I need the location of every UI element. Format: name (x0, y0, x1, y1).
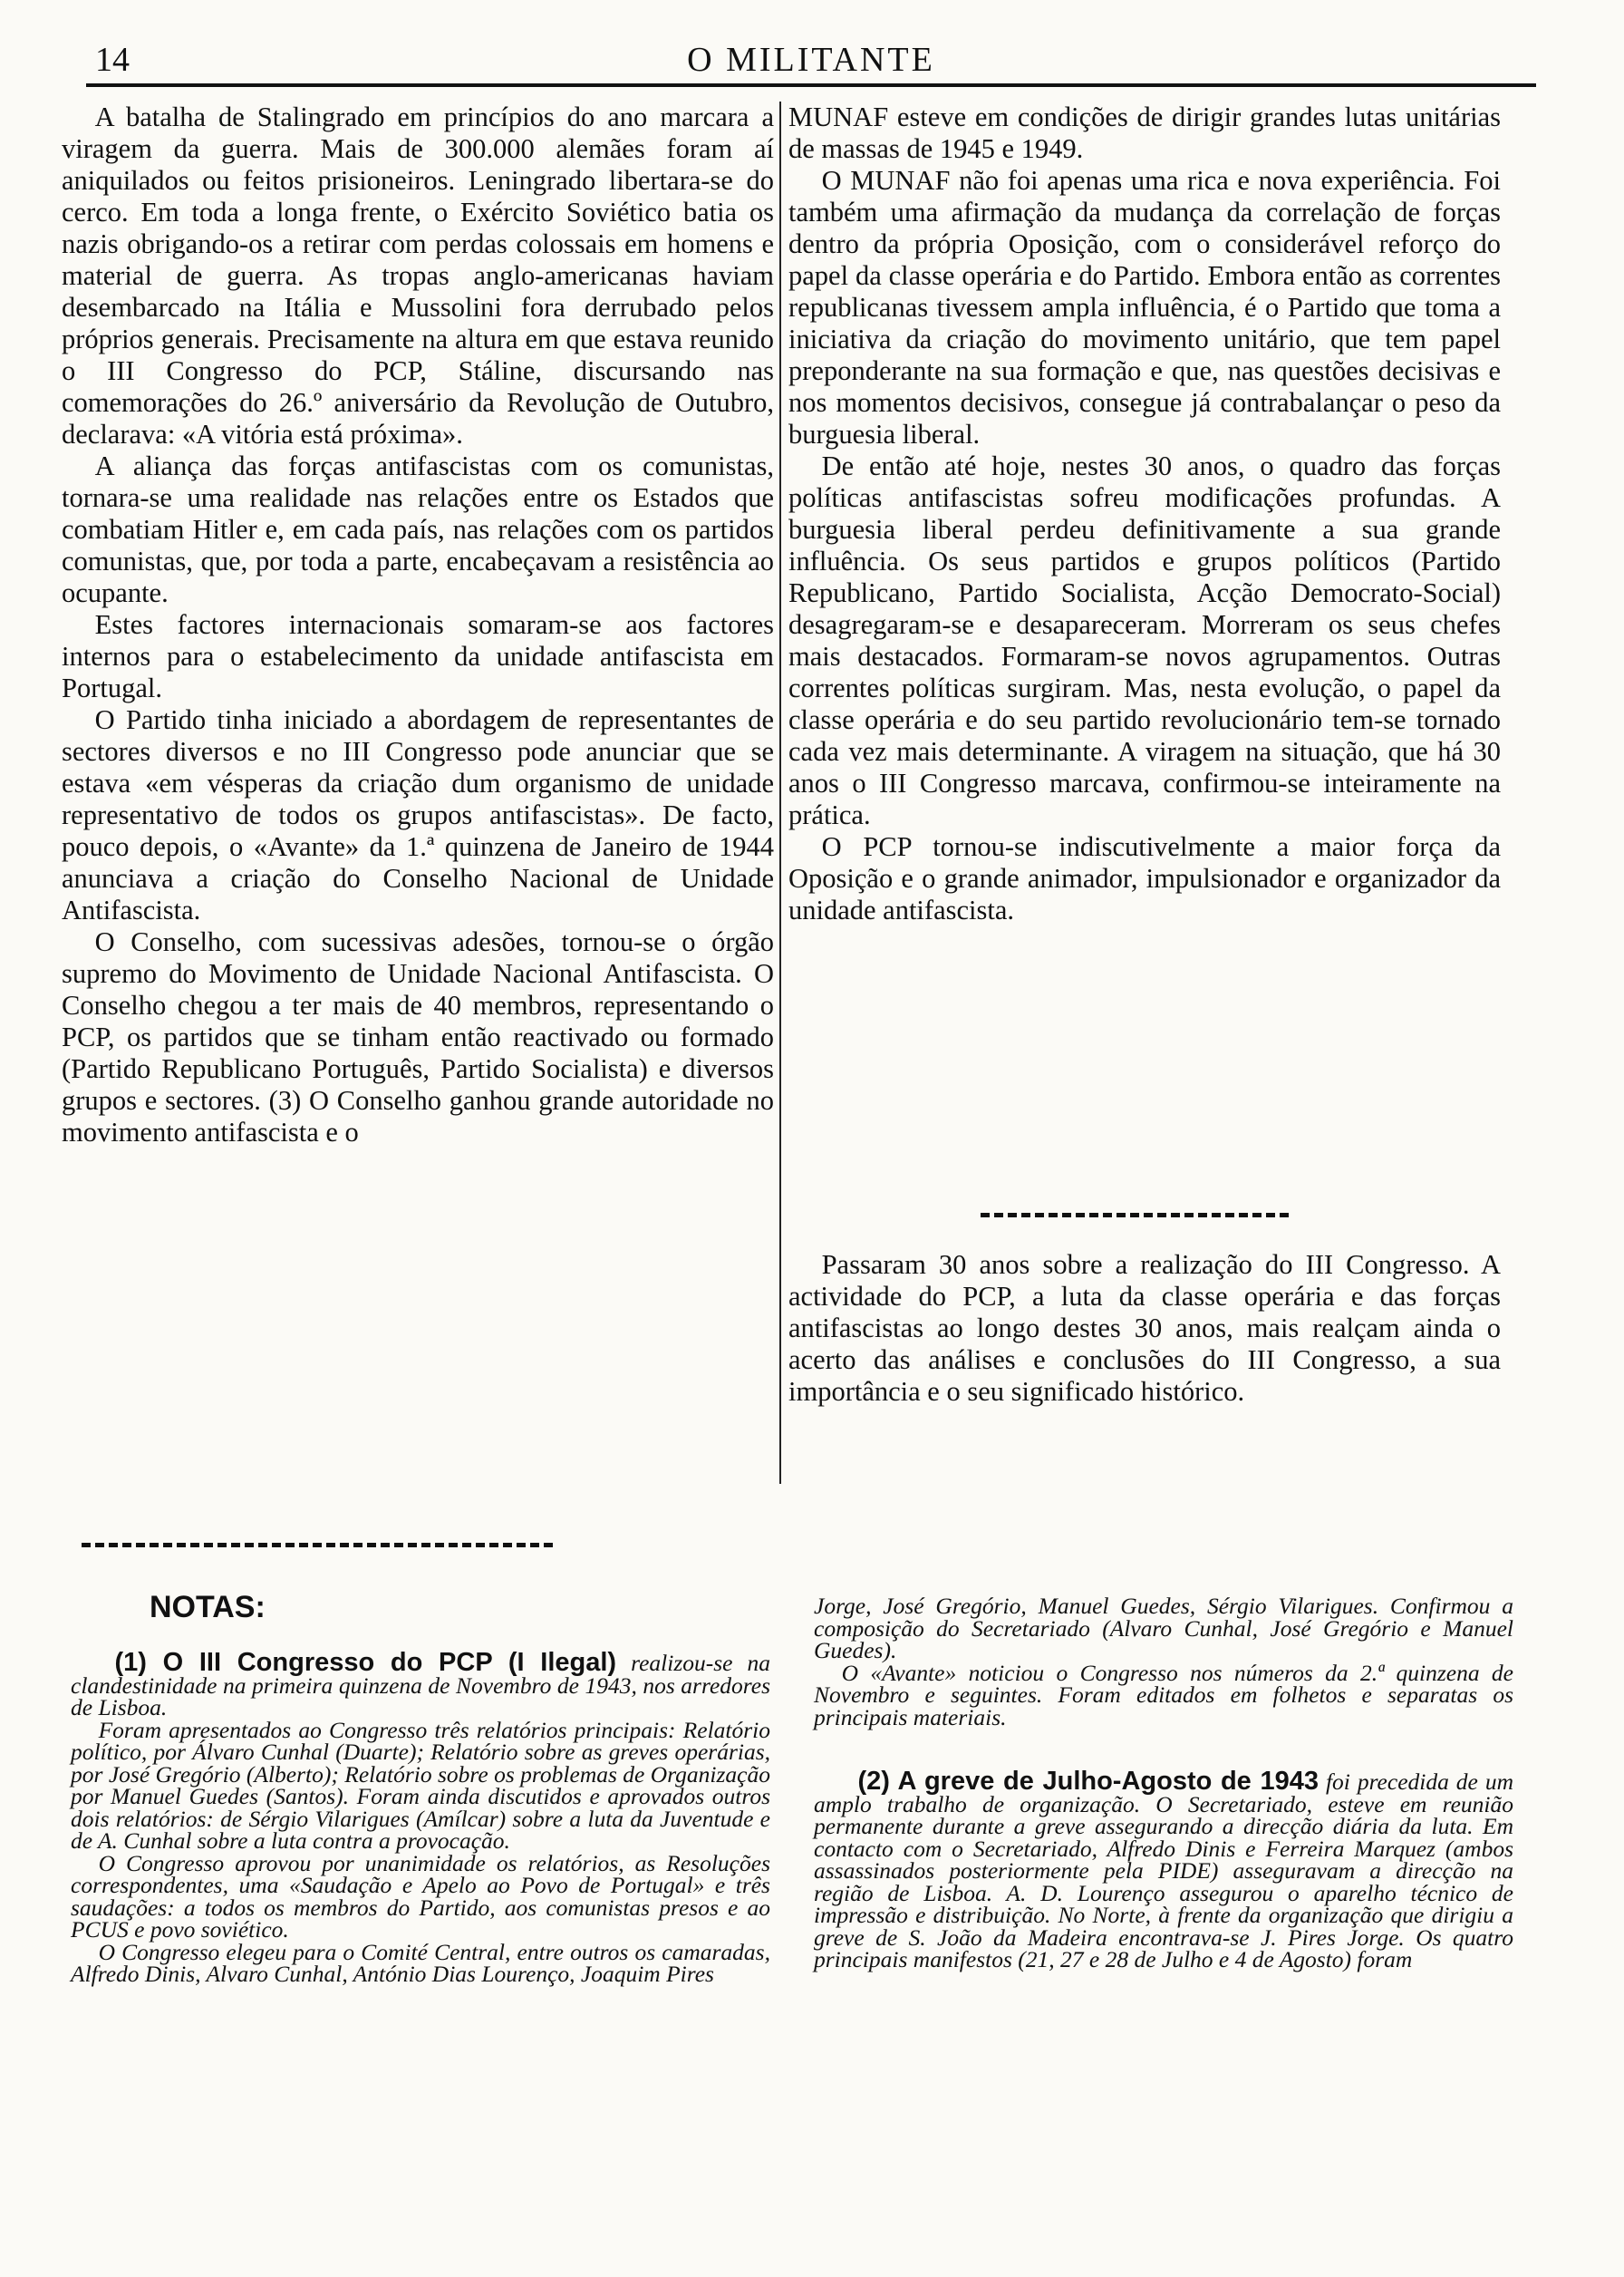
note-paragraph: O «Avante» noticiou o Congresso nos números da 2.ª quinzena de Novembro e seguintes. Foram editados em folhetos e separatas os principais materiais. (814, 1659, 1513, 1730)
note-paragraph: O Congresso aprovou por unanimidade os relatórios, as Resoluções correspondentes, uma «Saudação e Apelo ao Povo de Portugal» e três saudações: a todos os membros do Partido, aos comunistas presos e ao PCUS e povo soviético. (71, 1849, 770, 1943)
note-2-lead-text: foi precedida de um amplo trabalho de organização. O Secretariado, esteve em reunião permanente durante a greve assegurando a direcção diária da luta. Em contacto com o Secretariado, Alfredo Dinis e Ferreira Marquez (ambos assassinados posteriormente pela PIDE) asseguravam a direcção na região de Lisboa. A. D. Lourenço assegurou o aparelho técnico de impressão e distribuição. No Norte, à frente da organização que dirigiu a greve de S. João da Madeira encontrava-se J. Pires Jorge. Os quatro principais manifestos (21, 27 e 28 de Julho e 4 de Agosto) foram (814, 1768, 1514, 1972)
note-paragraph: Jorge, José Gregório, Manuel Guedes, Sérgio Vilarigues. Confirmou a composição do Secretariado (Alvaro Cunhal, José Gregório e Manuel Guedes). (814, 1593, 1513, 1663)
note-1-lead (71, 1648, 771, 1720)
paragraph: Estes factores internacionais somaram-se aos factores internos para o estabelecimento da unidade antifascista em Portugal. (62, 609, 774, 703)
paragraph: A batalha de Stalingrado em princípios do ano marcara a viragem da guerra. Mais de 300.000 alemães foram aí aniquilados ou feitos prisioneiros. Leningrado libertara-se do cerco. Em toda a longa frente, o Exército Soviético batia os nazis obrigando-os a retirar com perdas colossais em homens e material de guerra. As tropas anglo-americanas haviam desembarcado na Itália e Mussolini fora derrubado pelos próprios generais. Precisamente na altura em que estava reunido o III Congresso do PCP, Stáline, discursando nas comemorações do 26.º aniversário da Revolução de Outubro, declarava: «A vitória está próxima». (62, 102, 774, 450)
notes-right-column (814, 1595, 1513, 1972)
closing-section (788, 1249, 1501, 1408)
note-2-lead (814, 1767, 1514, 1972)
paragraph: A aliança das forças antifascistas com os comunistas, tornara-se uma realidade nas relações entre os Estados que combatiam Hitler e, em cada país, nas relações com os partidos comunistas, que, por toda a parte, encabeçavam a resistência ao ocupante. (62, 451, 774, 608)
article-left-column (62, 102, 774, 1148)
note-spacer (814, 1729, 1513, 1770)
article-right-column (788, 102, 1501, 926)
notes-title: NOTAS: (150, 1590, 266, 1624)
paragraph: O MUNAF não foi apenas uma rica e nova experiência. Foi também uma afirmação da mudança da correlação de forças dentro da própria Oposição, com o considerável reforço do papel da classe operária e do Partido. Embora então as correntes republicanas tivessem ampla influência, é o Partido que toma a iniciativa da criação do movimento unitário, que tem papel preponderante na sua formação e que, nas questões decisivas e nos momentos decisivos, consegue já contrabalançar o peso da burguesia liberal. (788, 165, 1501, 450)
notes-left-column (71, 1648, 771, 1987)
paragraph: O Partido tinha iniciado a abordagem de representantes de sectores diversos e no III Congresso pode anunciar que se estava «em vésperas da criação dum organismo de unidade representativo de todos os grupos antifascistas». De facto, pouco depois, o «Avante» da 1.ª quinzena de Janeiro de 1944 anunciava a criação do Conselho Nacional de Unidade Antifascista. (62, 704, 774, 925)
header-rule (86, 83, 1536, 87)
paragraph: O Conselho, com sucessivas adesões, tornou-se o órgão supremo do Movimento de Unidade Nacional Antifascista. O Conselho chegou a ter mais de 40 membros, representando o PCP, os partidos que se tinham então reactivado ou formado (Partido Republicano Português, Partido Socialista) e diversos grupos e sectores. (3) O Conselho ganhou grande autoridade no movimento antifascista e o (62, 926, 774, 1148)
note-1-heading: (1) O III Congresso do PCP (I Ilegal) (114, 1648, 617, 1677)
column-divider (779, 102, 781, 1484)
paragraph: MUNAF esteve em condições de dirigir grandes lutas unitárias de massas de 1945 e 1949. (788, 102, 1501, 164)
paragraph: O PCP tornou-se indiscutivelmente a maior força da Oposição e o grande animador, impulsionador e organizador da unidade antifascista. (788, 831, 1501, 925)
note-2-heading: (2) A greve de Julho-Agosto de 1943 (857, 1767, 1319, 1796)
note-paragraph: O Congresso elegeu para o Comité Central, entre outros os camaradas, Alfredo Dinis, Alvaro Cunhal, António Dias Lourenço, Joaquim Pires (71, 1938, 770, 1987)
note-1-lead-text: realizou-se na clandestinidade na primeira quinzena de Novembro de 1943, nos arredores de Lisboa. (71, 1650, 771, 1720)
journal-title: O MILITANTE (687, 41, 935, 79)
page-header (86, 36, 1536, 87)
paragraph: De então até hoje, nestes 30 anos, o quadro das forças políticas antifascistas sofreu modificações profundas. A burguesia liberal perdeu definitivamente a sua grande influência. Os seus partidos e grupos políticos (Partido Republicano, Partido Socialista, Acção Democrato-Social) desagregaram-se e desapareceram. Morreram os seus chefes mais destacados. Formaram-se novos agrupamentos. Outras correntes políticas surgiram. Mas, nesta evolução, o papel da classe operária e do seu partido revolucionário tem-se tornado cada vez mais determinante. A viragem na situação, que há 30 anos o III Congresso marcava, confirmou-se inteiramente na prática. (788, 451, 1501, 830)
note-paragraph: Foram apresentados ao Congresso três relatórios principais: Relatório político, por Álvaro Cunhal (Duarte); Relatório sobre as greves operárias, por José Gregório (Alberto); Relatório sobre os problemas de Organização por Manuel Guedes (Santos). Foram ainda discutidos e aprovados outros dois relatórios: de Sérgio Vilarigues (Amílcar) sobre a luta da Juventude e de A. Cunhal sobre a luta contra a provocação. (71, 1716, 770, 1854)
ornamental-divider (981, 1213, 1289, 1217)
notes-ornamental-divider (82, 1543, 553, 1547)
closing-paragraph: Passaram 30 anos sobre a realização do III Congresso. A actividade do PCP, a luta da classe operária e das forças antifascistas ao longo destes 30 anos, mais realçam ainda o acerto das análises e conclusões do III Congresso, a sua importância e o seu significado histórico. (788, 1249, 1501, 1407)
page-number: 14 (95, 41, 130, 79)
